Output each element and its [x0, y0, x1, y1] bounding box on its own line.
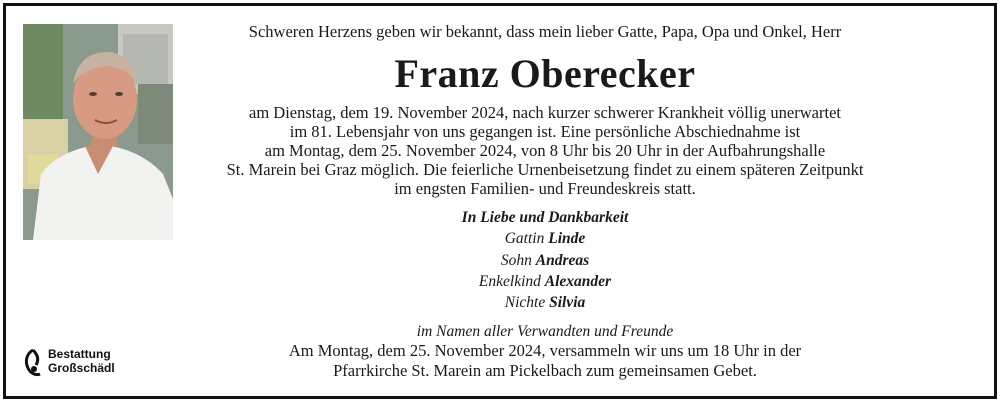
body-line: im 81. Lebensjahr von uns gegangen ist. Eine persönliche Abschiednahme ist: [289, 122, 801, 141]
service-line: Am Montag, dem 25. November 2024, versammeln wir uns um 18 Uhr in der: [288, 341, 802, 360]
body-line: am Montag, dem 25. November 2024, von 8 Uhr bis 20 Uhr in der Aufbahrungshalle: [264, 141, 826, 160]
spacer: [220, 313, 870, 321]
mourner-line: [220, 292, 870, 313]
mourner-relation: Sohn: [500, 251, 532, 269]
logo-line-2: Großschädl: [48, 361, 115, 375]
portrait-illustration: [23, 24, 173, 240]
mourner-line: [220, 228, 870, 249]
body-line: im engsten Familien- und Freundeskreis statt.: [394, 179, 696, 198]
mourner-relation: Nichte: [504, 294, 546, 312]
body-line: am Dienstag, dem 19. November 2024, nach kurzer schwerer Krankheit völlig unerwartet: [249, 103, 841, 122]
announcement-body: [220, 103, 870, 198]
mourner-relation: Gattin: [504, 230, 545, 248]
mourner-name: Andreas: [535, 251, 590, 269]
portrait-photo: [23, 24, 173, 240]
mourner-relation: Enkelkind: [478, 272, 541, 290]
mourner-name: Linde: [548, 230, 586, 248]
bestattung-logo-icon: [22, 348, 44, 378]
mourner-line: [220, 271, 870, 292]
intro-text: Schweren Herzens geben wir bekannt, dass mein lieber Gatte, Papa, Opa und Onkel, Herr: [248, 22, 842, 41]
logo-line-1: Bestattung: [48, 347, 111, 361]
closing-phrase: In Liebe und Dankbarkeit: [461, 209, 629, 226]
family-note: im Namen aller Verwandten und Freunde: [416, 323, 674, 341]
service-announcement: [220, 341, 870, 380]
mourner-line: [220, 250, 870, 271]
mourner-name: Alexander: [544, 272, 612, 290]
service-line: Pfarrkirche St. Marein am Pickelbach zum gemeinsamen Gebet.: [333, 360, 757, 380]
closing-section: [220, 207, 870, 343]
funeral-home-logo: [22, 347, 152, 379]
body-line: St. Marein bei Graz möglich. Die feierliche Urnenbeisetzung findet zu einem späteren Zeitpunkt: [226, 160, 864, 179]
deceased-name: Franz Oberecker: [394, 51, 696, 96]
mourner-name: Silvia: [549, 294, 586, 312]
